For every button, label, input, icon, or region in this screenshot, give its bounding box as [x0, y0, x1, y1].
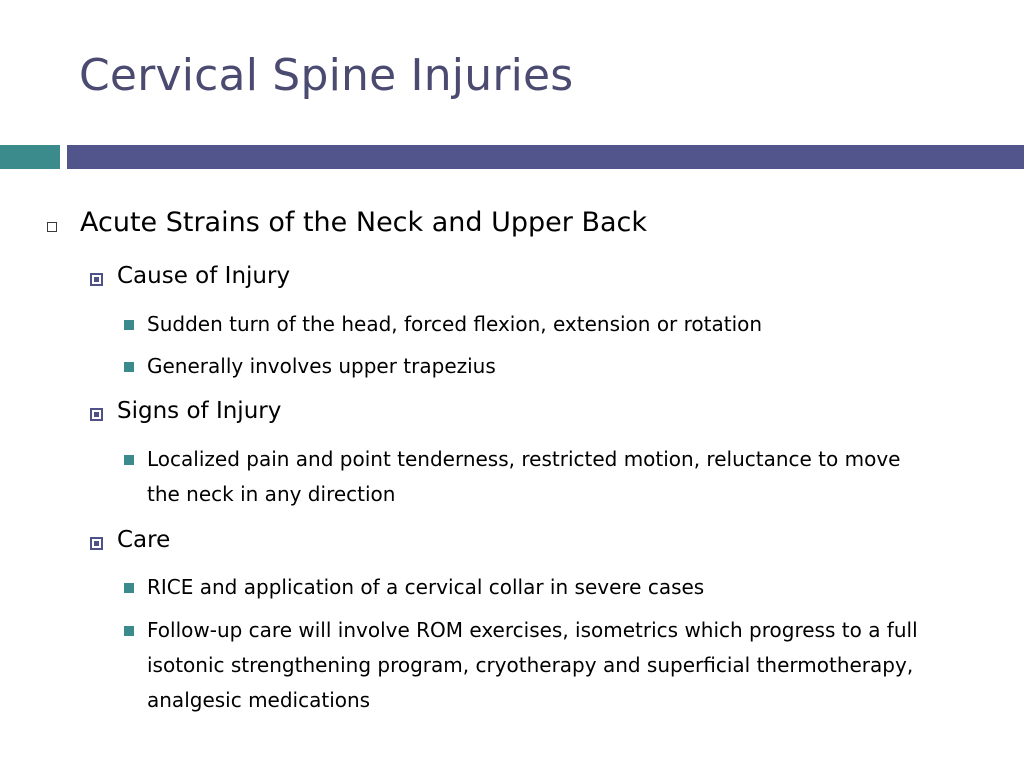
section-heading-care: Care: [117, 527, 171, 553]
care-point-2: Follow-up care will involve ROM exercises, isometrics which progress to a full isotonic strengthening program, cryotherapy and superficial thermotherapy, analgesic medications: [147, 618, 918, 712]
main-bullet: Acute Strains of the Neck and Upper Back: [80, 207, 647, 238]
filled-square-bullet-icon: [124, 362, 134, 372]
filled-square-bullet-icon: [124, 583, 134, 593]
title-accent-bar-teal: [0, 145, 60, 169]
section-heading-signs: Signs of Injury: [117, 398, 282, 424]
boxed-square-bullet-icon: [90, 408, 103, 421]
hollow-square-bullet-icon: [47, 222, 57, 232]
cause-point-1: Sudden turn of the head, forced flexion, extension or rotation: [147, 312, 763, 336]
cause-point-2: Generally involves upper trapezius: [147, 354, 496, 378]
slide-title: Cervical Spine Injuries: [79, 50, 574, 101]
signs-point-1: Localized pain and point tenderness, restricted motion, reluctance to move the neck in any direction: [147, 447, 901, 506]
section-heading-cause: Cause of Injury: [117, 263, 291, 289]
filled-square-bullet-icon: [124, 626, 134, 636]
filled-square-bullet-icon: [124, 455, 134, 465]
boxed-square-bullet-icon: [90, 537, 103, 550]
title-accent-bar-indigo: [67, 145, 1024, 169]
boxed-square-bullet-icon: [90, 273, 103, 286]
filled-square-bullet-icon: [124, 320, 134, 330]
care-point-1: RICE and application of a cervical collar in severe cases: [147, 575, 705, 599]
